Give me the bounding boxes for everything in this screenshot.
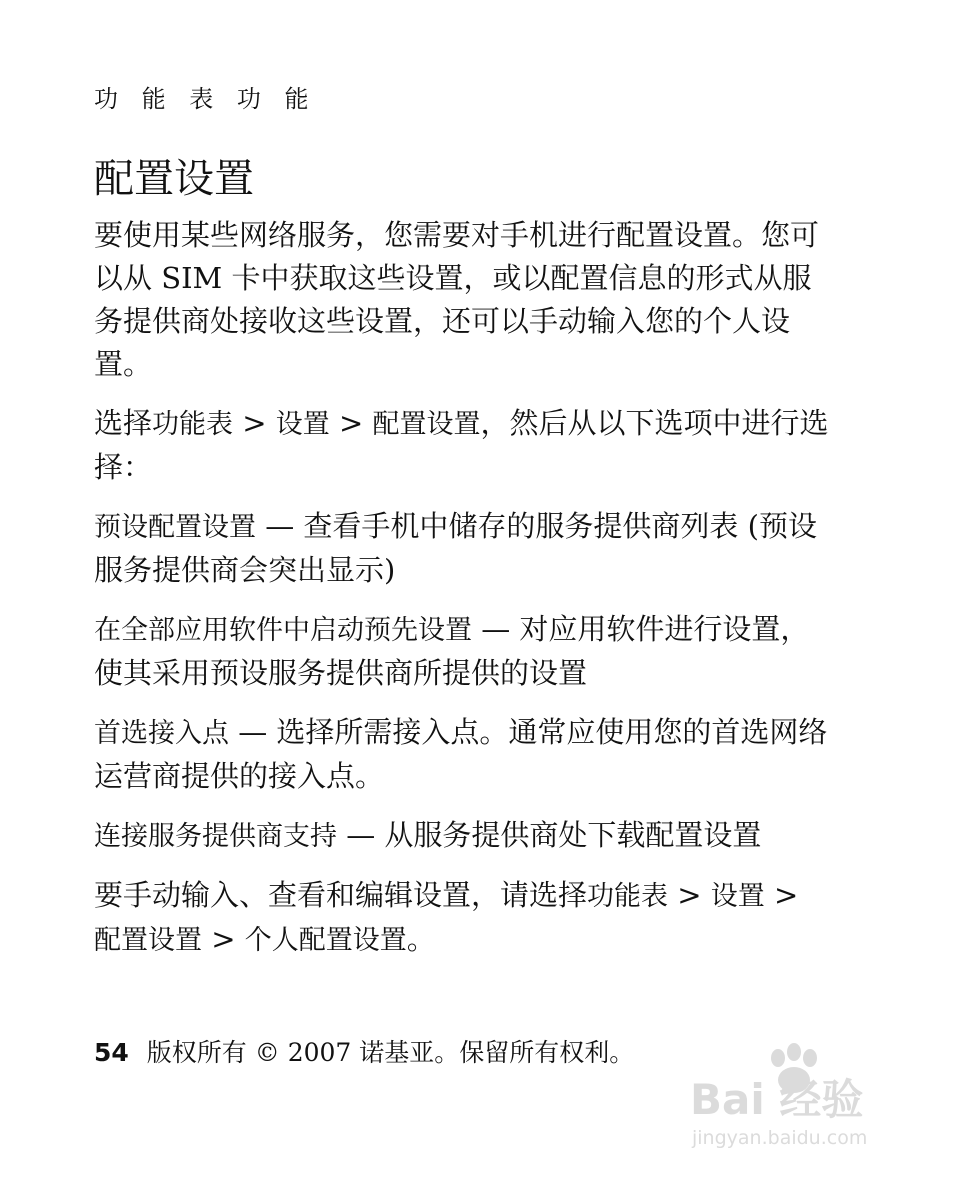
page-footer: [94, 1036, 634, 1070]
manual-before: 要手动输入、查看和编辑设置，请选择: [94, 878, 588, 912]
settings-term: 设置: [710, 881, 765, 912]
menu-term: 功能表: [587, 881, 669, 912]
baidu-watermark: [690, 1040, 920, 1150]
option-desc: — 从服务提供商处下载配置设置: [337, 818, 762, 852]
separator: >: [668, 878, 711, 912]
option-desc: — 查看手机中储存的服务提供商列表 (预设服务提供商会突出显示): [94, 509, 817, 587]
option-term: 预设配置设置: [94, 512, 256, 543]
watermark-logo: Bai 经验: [690, 1075, 864, 1124]
config-term: 配置设置: [372, 409, 481, 440]
select-before: 选择: [94, 406, 153, 440]
running-header: 功 能 表 功 能: [94, 85, 317, 113]
page-title: 配置设置: [94, 156, 254, 202]
manual-instruction: [94, 874, 834, 962]
separator: >: [764, 878, 799, 912]
watermark-url: jingyan.baidu.com: [692, 1127, 868, 1149]
option-item: [94, 711, 834, 798]
menu-term: 功能表: [152, 409, 234, 440]
option-item: [94, 814, 834, 858]
option-term: 首选接入点: [94, 718, 229, 749]
intro-paragraph: 要使用某些网络服务，您需要对手机进行配置设置。您可以从 SIM 卡中获取这些设置，或以配置信息的形式从服务提供商处接收这些设置，还可以手动输入您的个人设置。: [94, 218, 820, 381]
settings-term: 设置: [275, 409, 330, 440]
select-after: ，然后从以下选项中进行选择：: [94, 406, 829, 484]
select-instruction: [94, 402, 834, 489]
option-desc: — 选择所需接入点。通常应使用您的首选网络运营商提供的接入点。: [94, 715, 828, 793]
manual-end: 。: [406, 922, 436, 956]
copyright-text: 版权所有 © 2007 诺基亚。保留所有权利。: [146, 1038, 635, 1067]
separator: >: [329, 406, 373, 440]
page-number: 54: [94, 1038, 129, 1067]
option-desc: — 对应用软件进行设置，使其采用预设服务提供商所提供的设置: [94, 612, 810, 690]
option-item: [94, 505, 834, 592]
separator: >: [202, 922, 245, 956]
option-term: 连接服务提供商支持: [94, 821, 337, 852]
option-item: [94, 608, 834, 695]
document-page: [94, 80, 834, 978]
option-term: 在全部应用软件中启动预先设置: [94, 615, 472, 646]
separator: >: [233, 406, 276, 440]
config-term: 配置设置: [94, 925, 202, 956]
personal-config-term: 个人配置设置: [244, 925, 407, 956]
